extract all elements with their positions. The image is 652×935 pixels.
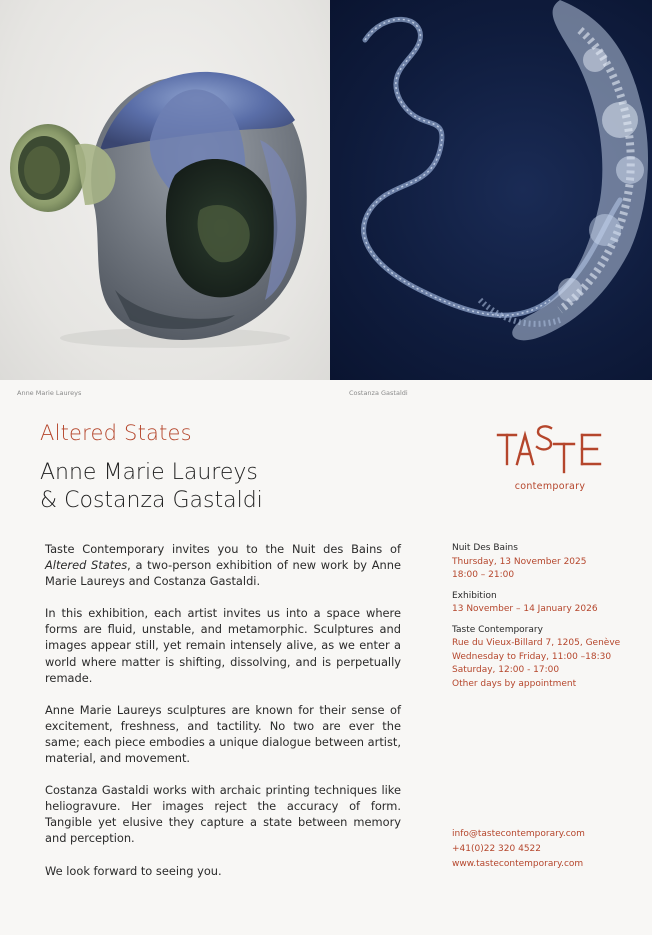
organic-form-image: [330, 0, 652, 380]
invitation-text: [45, 541, 401, 895]
nuit-des-bains-info: [452, 542, 642, 583]
logo-subtitle: contemporary: [514, 481, 586, 492]
hours-weekday: Wednesday to Friday, 11:00 –18:30: [452, 651, 612, 662]
artist-line-1: Anne Marie Laureys: [40, 460, 258, 485]
exhibition-title: Altered States: [40, 421, 192, 445]
nuit-time: 18:00 – 21:00: [452, 570, 515, 580]
exhibition-title-inline: Altered States: [45, 558, 128, 573]
nuit-date: Thursday, 13 November 2025: [452, 556, 587, 567]
hours-other: Other days by appointment: [452, 678, 577, 689]
hero-images: [0, 0, 652, 380]
event-details: [452, 542, 642, 698]
exhibition-dates: 13 November – 14 January 2026: [452, 604, 598, 614]
exhibition-label: Exhibition: [452, 590, 497, 601]
paragraph-intro: Taste Contemporary invites you to the Nuit des Bains of Altered States, a two-person exhibition of new work by Anne Marie Laureys and Costanza Gastaldi.: [45, 542, 401, 589]
paragraph-laureys: Anne Marie Laureys sculptures are known for their sense of excitement, freshness, and tactility. No two are ever the same; each piece embodies a unique dialogue between artist, material, and movement.: [45, 702, 401, 766]
venue-info: [452, 624, 642, 692]
caption-heliogravure: Costanza Gastaldi: [349, 389, 408, 397]
venue-label: Taste Contemporary: [452, 624, 543, 635]
paragraph-concept: In this exhibition, each artist invites us into a space where forms are fluid, unstable, and metamorphic. Sculptures and images appear still, yet remain intensely alive, as we enter a world where matter is shifting, dissolving, and is perpetually remade.: [45, 606, 401, 685]
sculpture-photo: [0, 0, 330, 380]
phone-link[interactable]: +41(0)22 320 4522: [452, 844, 541, 854]
heliogravure-photo: [330, 0, 652, 380]
caption-sculpture: Anne Marie Laureys: [17, 389, 82, 397]
website-link[interactable]: www.tastecontemporary.com: [452, 859, 584, 869]
paragraph-gastaldi: Costanza Gastaldi works with archaic printing techniques like heliogravure. Her images reject the accuracy of form. Tangible yet elusive they capture a state between memory and perception.: [45, 783, 401, 846]
contact-info: [452, 827, 585, 872]
artist-line-2: & Costanza Gastaldi: [40, 488, 263, 513]
venue-address: Rue du Vieux-Billard 7, 1205, Genève: [452, 638, 621, 648]
exhibition-info: [452, 590, 642, 617]
artist-names: [40, 459, 263, 515]
email-link[interactable]: info@tastecontemporary.com: [452, 829, 585, 839]
ceramic-sculpture-image: [0, 0, 330, 380]
hours-saturday: Saturday, 12:00 - 17:00: [452, 665, 560, 675]
nuit-label: Nuit Des Bains: [452, 543, 518, 553]
paragraph-closing: We look forward to seeing you.: [45, 863, 222, 878]
